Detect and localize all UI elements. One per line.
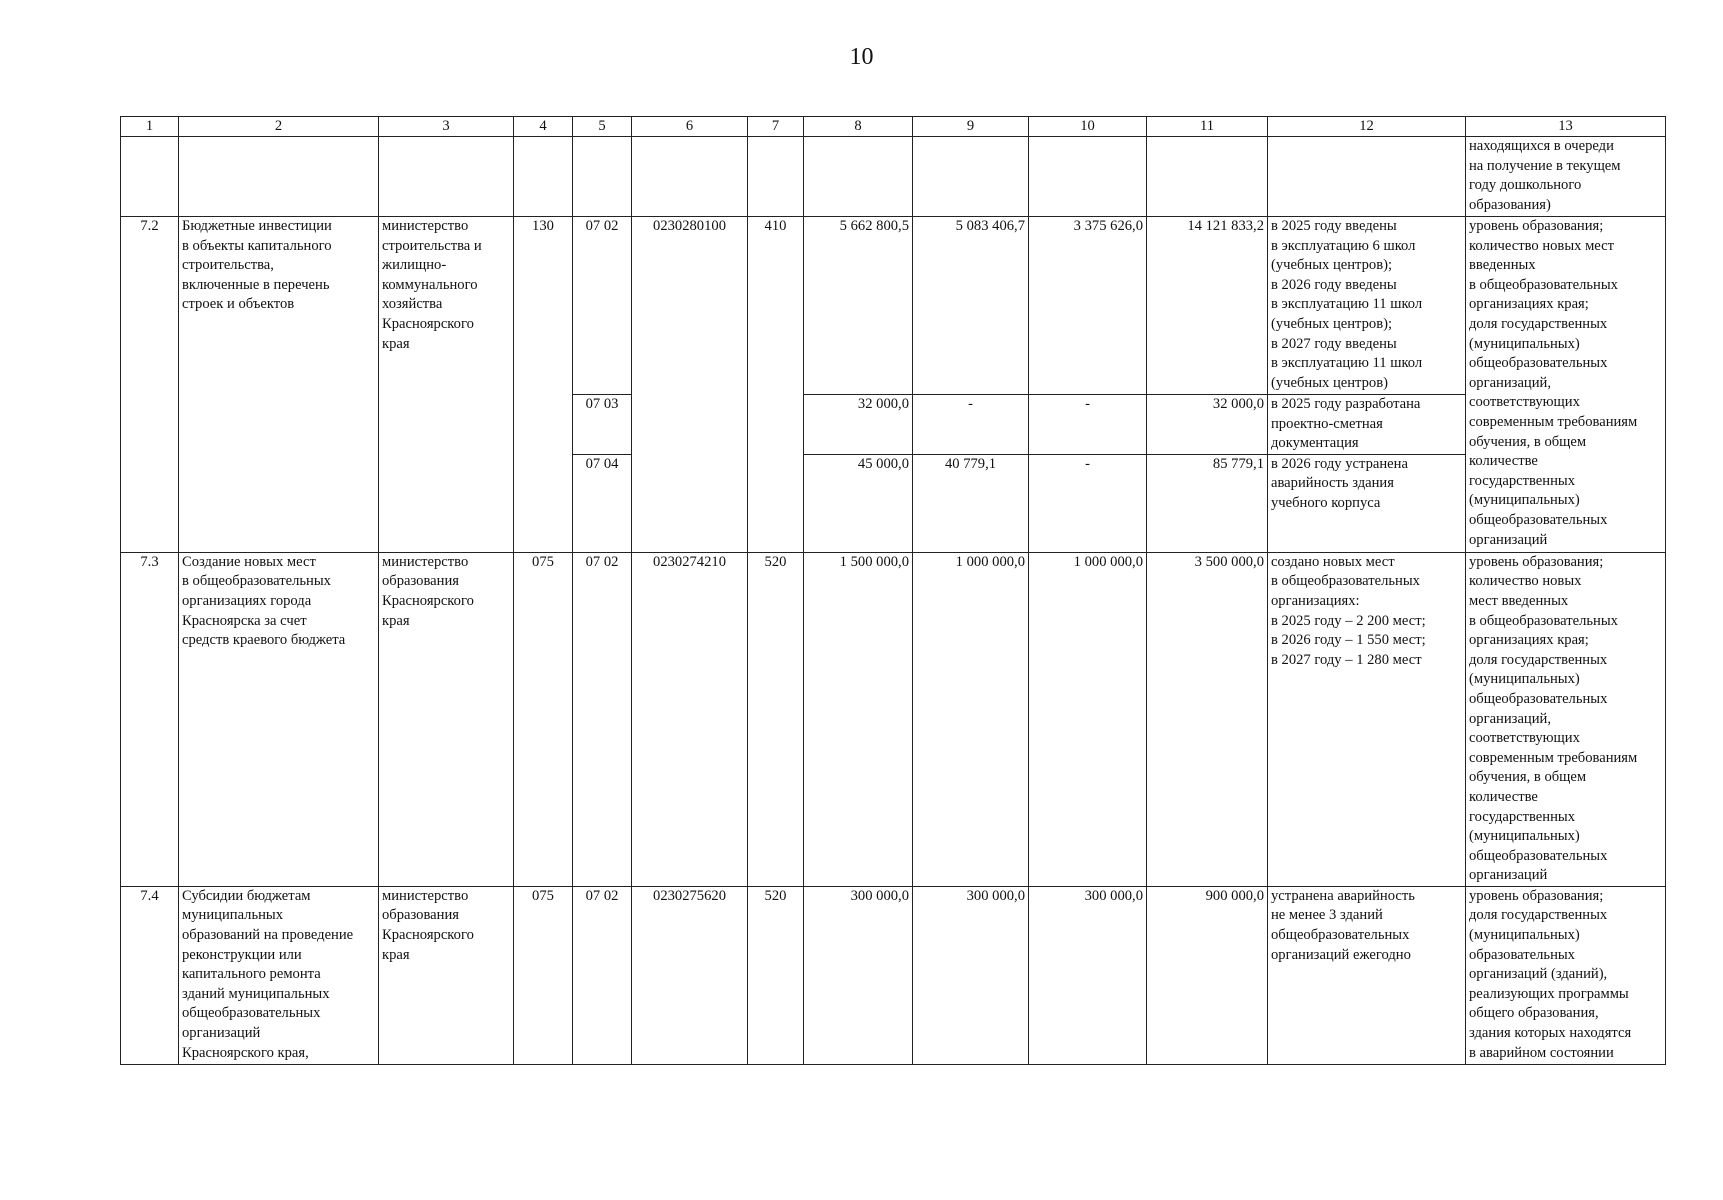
page-number: 10: [849, 44, 874, 70]
activity-name: Бюджетные инвестиции в объекты капитального строительства, включенные в перечень строек и объектов: [179, 217, 379, 553]
column-header: 11: [1147, 117, 1268, 137]
table-row: [121, 137, 1666, 217]
amount-2025: 45 000,0: [804, 454, 913, 552]
expected-result: в 2025 году введены в эксплуатацию 6 школ (учебных центров); в 2026 году введены в эксплуатацию 11 школ (учебных центров); в 2027 году введены в эксплуатацию 11 школ (учебных центров): [1268, 217, 1466, 395]
rzpr-code: 07 02: [573, 217, 632, 395]
expected-result: в 2025 году разработана проектно-сметная документация: [1268, 395, 1466, 455]
rzpr-code: 07 02: [573, 886, 632, 1064]
indicator-cell: находящихся в очереди на получение в текущем году дошкольного образования): [1466, 137, 1666, 217]
column-number-row: [121, 117, 1666, 137]
column-header: 3: [379, 117, 514, 137]
executor: министерство образования Красноярского края: [379, 552, 514, 886]
grbs-code: 075: [514, 552, 573, 886]
indicator-cell: уровень образования; доля государственных (муниципальных) образовательных организаций (зданий), реализующих программы общего образования, здания которых находятся в аварийном состоянии: [1466, 886, 1666, 1064]
amount-total: 32 000,0: [1147, 395, 1268, 455]
column-header: 10: [1029, 117, 1147, 137]
table-row: [121, 886, 1666, 1064]
column-header: 8: [804, 117, 913, 137]
expected-result: создано новых мест в общеобразовательных организациях: в 2025 году – 2 200 мест; в 2026 году – 1 550 мест; в 2027 году – 1 280 мест: [1268, 552, 1466, 886]
column-header: 12: [1268, 117, 1466, 137]
activity-name: Субсидии бюджетам муниципальных образований на проведение реконструкции или капитального ремонта зданий муниципальных общеобразовательных организаций Красноярского края,: [179, 886, 379, 1064]
amount-2026: -: [913, 395, 1029, 455]
csr-code: 0230274210: [632, 552, 748, 886]
vr-code: 520: [748, 552, 804, 886]
vr-code: 410: [748, 217, 804, 553]
column-header: 1: [121, 117, 179, 137]
expected-result: устранена аварийность не менее 3 зданий общеобразовательных организаций ежегодно: [1268, 886, 1466, 1064]
expected-result: в 2026 году устранена аварийность здания учебного корпуса: [1268, 454, 1466, 552]
column-header: 2: [179, 117, 379, 137]
row-number: 7.3: [121, 552, 179, 886]
csr-code: 0230275620: [632, 886, 748, 1064]
amount-2025: 32 000,0: [804, 395, 913, 455]
rzpr-code: 07 04: [573, 454, 632, 552]
amount-2027: -: [1029, 454, 1147, 552]
amount-2027: 3 375 626,0: [1029, 217, 1147, 395]
row-number: 7.2: [121, 217, 179, 553]
indicator-cell: уровень образования; количество новых мест введенных в общеобразовательных организациях края; доля государственных (муниципальных) общеобразовательных организаций, соответствующих современным требованиям обучения, в общем количестве государственных (муниципальных) общеобразовательных организаций: [1466, 217, 1666, 553]
amount-total: 3 500 000,0: [1147, 552, 1268, 886]
executor: министерство строительства и жилищно- коммунального хозяйства Красноярского края: [379, 217, 514, 553]
amount-2027: 1 000 000,0: [1029, 552, 1147, 886]
amount-2027: -: [1029, 395, 1147, 455]
column-header: 4: [514, 117, 573, 137]
amount-2025: 300 000,0: [804, 886, 913, 1064]
amount-2026: 5 083 406,7: [913, 217, 1029, 395]
amount-total: 85 779,1: [1147, 454, 1268, 552]
amount-2025: 5 662 800,5: [804, 217, 913, 395]
amount-2025: 1 500 000,0: [804, 552, 913, 886]
activity-name: Создание новых мест в общеобразовательных организациях города Красноярска за счет средств краевого бюджета: [179, 552, 379, 886]
amount-2027: 300 000,0: [1029, 886, 1147, 1064]
amount-2026: 40 779,1: [913, 454, 1029, 552]
amount-total: 14 121 833,2: [1147, 217, 1268, 395]
amount-total: 900 000,0: [1147, 886, 1268, 1064]
executor: министерство образования Красноярского края: [379, 886, 514, 1064]
table-row: [121, 217, 1666, 395]
column-header: 13: [1466, 117, 1666, 137]
rzpr-code: 07 03: [573, 395, 632, 455]
rzpr-code: 07 02: [573, 552, 632, 886]
column-header: 6: [632, 117, 748, 137]
program-activities-table: [120, 116, 1666, 1065]
column-header: 5: [573, 117, 632, 137]
column-header: 7: [748, 117, 804, 137]
indicator-cell: уровень образования; количество новых мест введенных в общеобразовательных организациях края; доля государственных (муниципальных) общеобразовательных организаций, соответствующих современным требованиям обучения, в общем количестве государственных (муниципальных) общеобразовательных организаций: [1466, 552, 1666, 886]
amount-2026: 300 000,0: [913, 886, 1029, 1064]
table-row: [121, 552, 1666, 886]
column-header: 9: [913, 117, 1029, 137]
vr-code: 520: [748, 886, 804, 1064]
row-number: 7.4: [121, 886, 179, 1064]
grbs-code: 130: [514, 217, 573, 553]
csr-code: 0230280100: [632, 217, 748, 553]
grbs-code: 075: [514, 886, 573, 1064]
amount-2026: 1 000 000,0: [913, 552, 1029, 886]
